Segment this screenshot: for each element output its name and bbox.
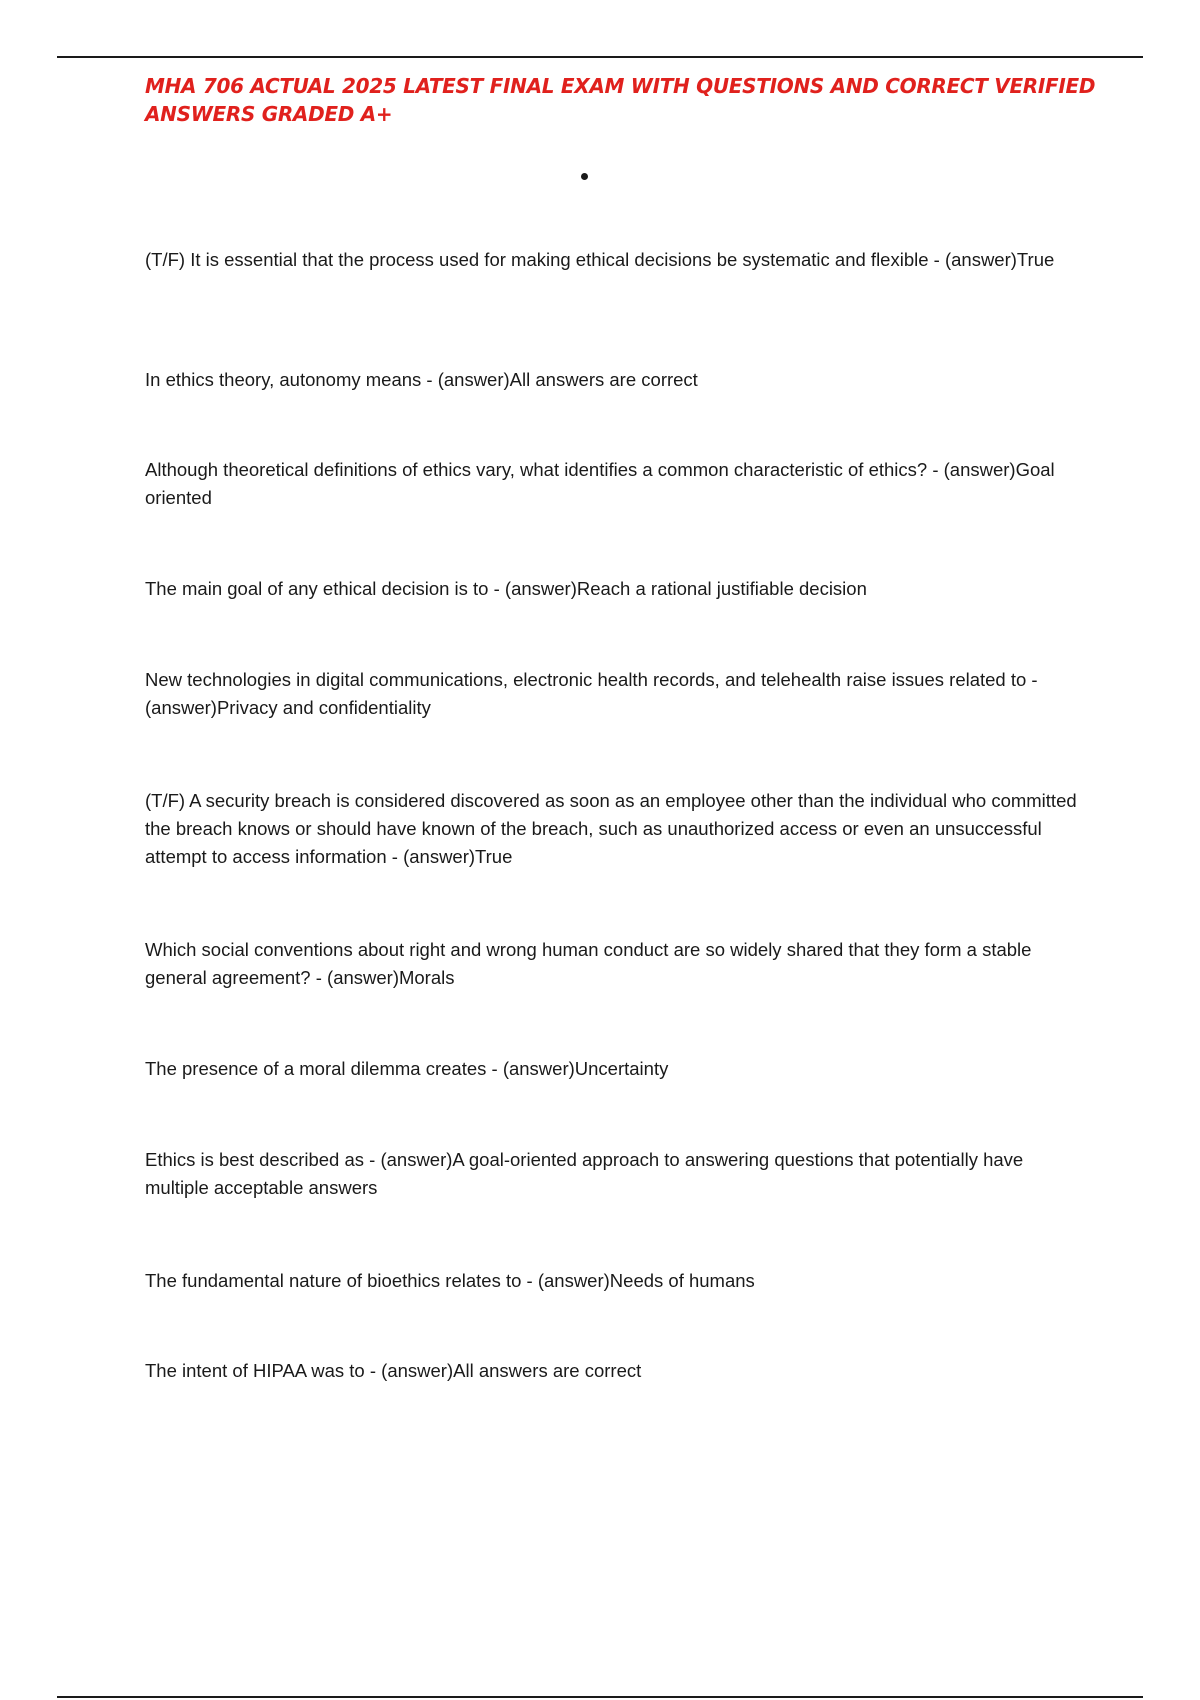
- qa-item: Ethics is best described as - (answer)A goal-oriented approach to answering questions that potentially have multiple acceptable answers: [145, 1149, 1024, 1198]
- top-divider: [57, 56, 1143, 58]
- qa-item: (T/F) A security breach is considered discovered as soon as an employee other than the individual who committed the breach knows or should have known of the breach, such as unauthorized access or even an unsuccessful attempt to access information - (answer)True: [145, 790, 1077, 867]
- qa-item: The main goal of any ethical decision is to - (answer)Reach a rational justifiable decision: [145, 578, 867, 599]
- qa-item: Which social conventions about right and wrong human conduct are so widely shared that they form a stable general agreement? - (answer)Morals: [145, 939, 1032, 988]
- qa-item: The fundamental nature of bioethics relates to - (answer)Needs of humans: [145, 1270, 755, 1291]
- qa-item: The presence of a moral dilemma creates - (answer)Uncertainty: [145, 1058, 669, 1079]
- qa-item: In ethics theory, autonomy means - (answer)All answers are correct: [145, 369, 698, 390]
- qa-item: The intent of HIPAA was to - (answer)All answers are correct: [145, 1360, 642, 1381]
- bottom-divider: [57, 1696, 1143, 1698]
- document-title: MHA 706 ACTUAL 2025 LATEST FINAL EXAM WITH QUESTIONS AND CORRECT VERIFIED ANSWERS GRADED A+: [145, 74, 1096, 126]
- qa-item: New technologies in digital communications, electronic health records, and telehealth raise issues related to - (answer)Privacy and confidentiality: [145, 669, 1038, 718]
- qa-item: (T/F) It is essential that the process used for making ethical decisions be systematic and flexible - (answer)True: [145, 249, 1055, 270]
- bullet-point: [581, 173, 588, 180]
- qa-item: Although theoretical definitions of ethics vary, what identifies a common characteristic of ethics? - (answer)Goal oriented: [145, 459, 1055, 508]
